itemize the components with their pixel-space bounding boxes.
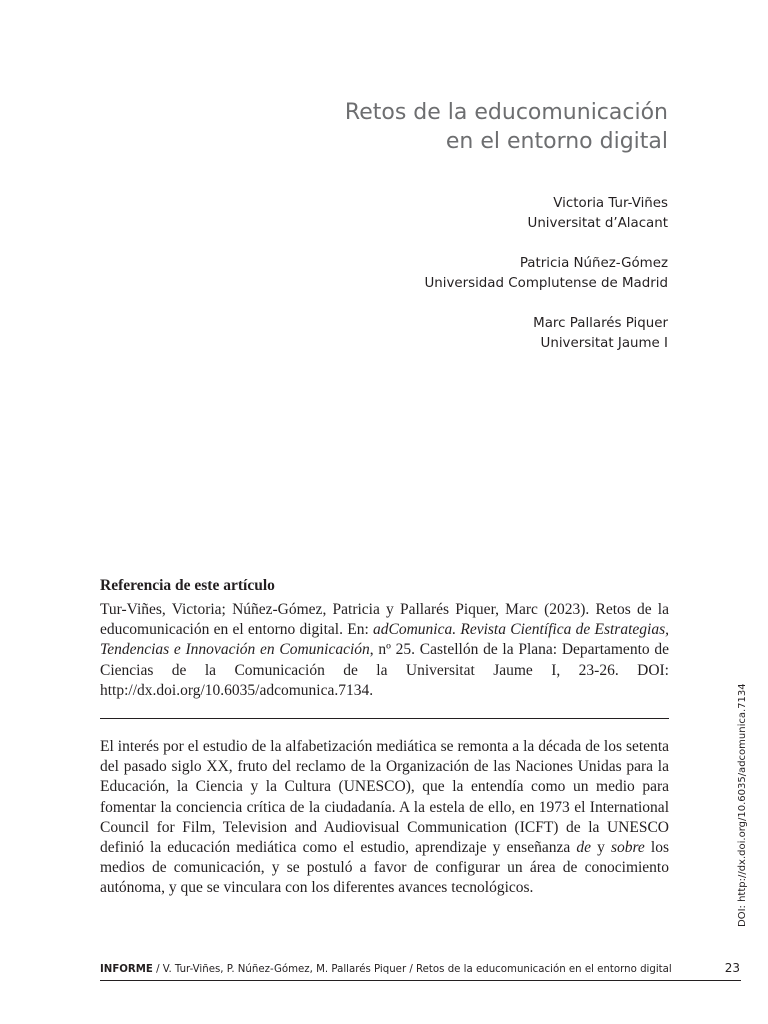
reference-journal: adComunica. Revista Científica de Estrategias, Tendencias e Innovación en Comunicación — [100, 621, 669, 659]
reference-heading: Referencia de este artículo — [100, 577, 275, 594]
author-name: Marc Pallarés Piquer — [533, 316, 668, 331]
footer-section-label: INFORME — [100, 964, 153, 975]
page-number: 23 — [724, 961, 740, 975]
running-footer — [100, 963, 741, 977]
footer-text: / V. Tur-Viñes, P. Núñez-Gómez, M. Pallarés Piquer / Retos de la educomunicación en el entorno digital — [152, 964, 672, 975]
article-reference — [100, 576, 669, 701]
author-name: Patricia Núñez-Gómez — [519, 256, 668, 271]
section-divider — [100, 718, 669, 719]
title-line-2: en el entorno digital — [445, 129, 668, 154]
body-emphasis-de: de — [576, 839, 591, 857]
reference-text-end: , nº 25. Castellón de la Plana: Departamento de Ciencias de la Comunicación de la Universitat Jaume I, 23-26. DOI: http://dx.doi.org/10.6035/adcomunica.7134. — [100, 641, 669, 699]
side-doi-label: DOI: http://dx.doi.org/10.6035/adcomunica.7134 — [737, 683, 748, 927]
footer-divider — [100, 980, 741, 981]
author-affiliation: Universitat Jaume I — [540, 336, 668, 351]
author-affiliation: Universitat d’Alacant — [527, 216, 668, 231]
body-conjunction: y — [590, 839, 611, 857]
body-part-2: los medios de comunicación, y se postuló a favor de configurar un área de conocimiento autónoma, y que se vinculara con los diferentes avances tecnológicos. — [100, 839, 670, 897]
body-emphasis-sobre: sobre — [610, 839, 645, 857]
reference-text — [100, 600, 669, 701]
author-affiliation: Universidad Complutense de Madrid — [424, 276, 668, 291]
body-paragraph — [100, 737, 669, 899]
author-list — [168, 194, 668, 374]
author-block — [168, 194, 668, 234]
article-title — [148, 98, 668, 156]
author-name: Victoria Tur-Viñes — [553, 196, 668, 211]
reference-text-start: Tur-Viñes, Victoria; Núñez-Gómez, Patricia y Pallarés Piquer, Marc (2023). Retos de la educomunicación en el entorno digital. En: — [100, 601, 669, 639]
title-line-1: Retos de la educomunicación — [344, 100, 668, 125]
author-block — [168, 314, 668, 354]
author-block — [168, 254, 668, 294]
body-part-1: El interés por el estudio de la alfabetización mediática se remonta a la década de los setenta del pasado siglo XX, fruto del reclamo de la Organización de las Naciones Unidas para la Educación, la Ciencia y la Cultura (UNESCO), que la entendía como un medio para fomentar la conciencia crítica de la ciudadanía. A la estela de ello, en 1973 el International Council for Film, Television and Audiovisual Communication (ICFT) de la UNESCO definió la educación mediática como el estudio, aprendizaje y enseñanza — [100, 738, 669, 857]
